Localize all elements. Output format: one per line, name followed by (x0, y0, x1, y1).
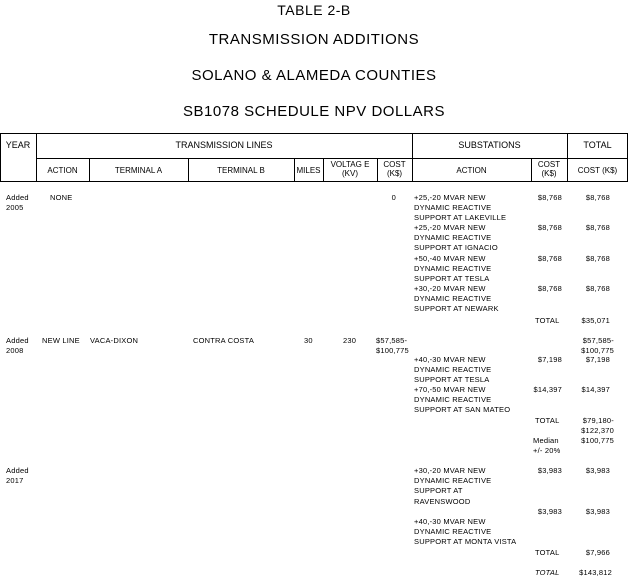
sub-action-cell: +25,-20 MVAR NEW DYNAMIC REACTIVE SUPPORT AT IGNACIO (414, 223, 498, 253)
header-year: YEAR (5, 140, 31, 150)
header-terminal-a: TERMINAL A (114, 166, 163, 175)
terminal-b-cell: CONTRA COSTA (193, 336, 255, 345)
header-transmission-lines: TRANSMISSION LINES (175, 140, 273, 150)
total-cost-cell: $8,768 (585, 223, 610, 232)
table-number: TABLE 2-B (277, 2, 351, 18)
median-label: Median +/- 20% (533, 436, 561, 456)
subtotal-value: $35,071 (581, 316, 610, 325)
tl-action-cell: NEW LINE (42, 336, 80, 345)
subtotal-label: TOTAL (535, 548, 560, 557)
header-total-cost: COST (K$) (577, 166, 618, 175)
header-cost: COST (K$) (383, 160, 406, 178)
subtotal-value: $79,180- $122,370 (581, 416, 614, 436)
header-sub-action: ACTION (456, 166, 487, 175)
terminal-a-cell: VACA-DIXON (90, 336, 139, 345)
sub-action-cell: +70,-50 MVAR NEW DYNAMIC REACTIVE SUPPORT AT SAN MATEO (414, 385, 511, 415)
voltage-cell: 230 (343, 336, 357, 345)
total-cost-cell: $3,983 (585, 466, 610, 475)
tl-cost-cell: $57,585- $100,775 (376, 336, 409, 356)
header-sub-cost: COST (K$) (537, 160, 561, 178)
sub-cost-cell: $3,983 (537, 507, 562, 516)
total-cost-cell: $57,585- $100,775 (581, 336, 614, 356)
year-cell: Added 2017 (6, 466, 29, 486)
sub-cost-cell: $8,768 (537, 223, 562, 232)
sub-action-cell: +30,-20 MVAR NEW DYNAMIC REACTIVE SUPPORT AT RAVENSWOOD (414, 466, 492, 506)
header-miles: MILES (296, 166, 321, 175)
total-cost-cell: $7,198 (585, 355, 610, 364)
total-cost-cell: $3,983 (585, 507, 610, 516)
sub-action-cell: +25,-20 MVAR NEW DYNAMIC REACTIVE SUPPORT AT LAKEVILLE (414, 193, 507, 223)
grand-total-value: $143,812 (579, 568, 612, 577)
sub-cost-cell: $7,198 (537, 355, 562, 364)
header-substations: SUBSTATIONS (458, 140, 521, 150)
subtotal-label: TOTAL (535, 416, 560, 425)
tl-action-cell: NONE (50, 193, 73, 202)
sub-cost-cell: $8,768 (537, 284, 562, 293)
total-cost-cell: $8,768 (585, 254, 610, 263)
year-cell: Added 2008 (6, 336, 29, 356)
header-voltage: VOLTAG E (KV) (330, 160, 370, 178)
sub-cost-cell: $8,768 (537, 254, 562, 263)
sub-action-cell: +40,-30 MVAR NEW DYNAMIC REACTIVE SUPPORT AT TESLA (414, 355, 492, 385)
total-cost-cell: $8,768 (585, 284, 610, 293)
header-action: ACTION (47, 166, 78, 175)
total-cost-cell: $8,768 (585, 193, 610, 202)
subtotal-value: $7,966 (585, 548, 610, 557)
sub-action-cell: +40,-30 MVAR NEW DYNAMIC REACTIVE SUPPORT AT MONTA VISTA (414, 517, 517, 547)
table-subtitle-schedule: SB1078 SCHEDULE NPV DOLLARS (183, 103, 445, 120)
sub-action-cell: +30,-20 MVAR NEW DYNAMIC REACTIVE SUPPORT AT NEWARK (414, 284, 499, 314)
sub-action-cell: +50,-40 MVAR NEW DYNAMIC REACTIVE SUPPORT AT TESLA (414, 254, 492, 284)
table-subtitle-region: SOLANO & ALAMEDA COUNTIES (191, 67, 437, 84)
subtotal-label: TOTAL (535, 316, 560, 325)
tl-cost-cell: 0 (391, 193, 396, 202)
year-cell: Added 2005 (6, 193, 29, 213)
total-cost-cell: $14,397 (581, 385, 610, 394)
sub-cost-cell: $3,983 (537, 466, 562, 475)
median-value: $100,775 (581, 436, 614, 445)
miles-cell: 30 (304, 336, 313, 345)
header-divider (36, 158, 628, 159)
sub-cost-cell: $8,768 (537, 193, 562, 202)
table-title: TRANSMISSION ADDITIONS (208, 31, 420, 48)
sub-cost-cell: $14,397 (533, 385, 562, 394)
grand-total-label: TOTAL (535, 568, 560, 577)
header-total: TOTAL (583, 140, 612, 150)
header-terminal-b: TERMINAL B (217, 166, 265, 175)
